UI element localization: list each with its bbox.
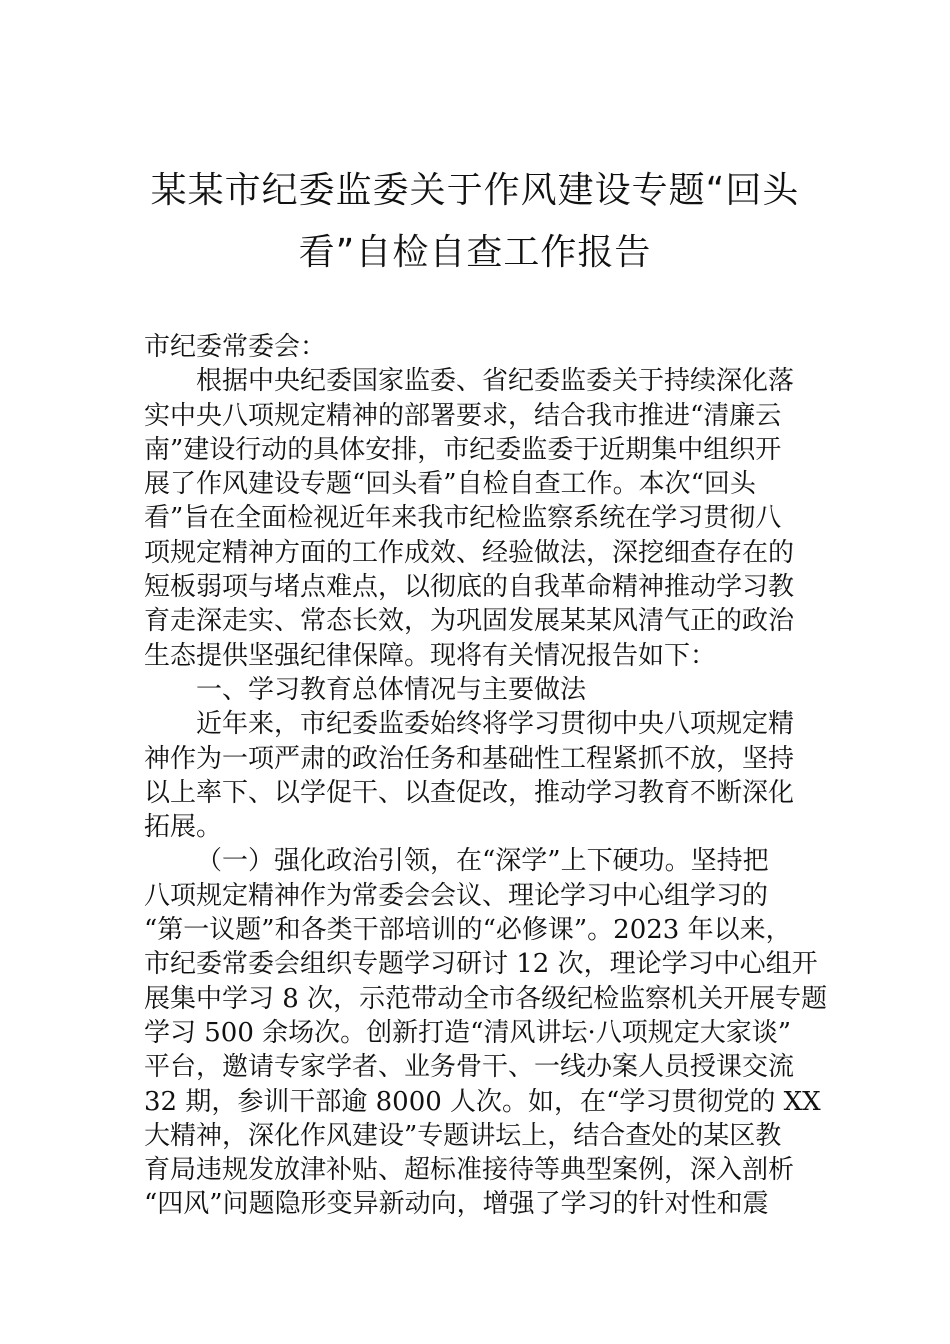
title-line-2: 看”自检自查工作报告 bbox=[298, 232, 652, 273]
title-line-1: 某某市纪委监委关于作风建设专题“回头 bbox=[150, 170, 800, 211]
paragraph-line: 看”旨在全面检视近年来我市纪检监察系统在学习贯彻八 bbox=[144, 503, 782, 534]
paragraph-line: 项规定精神方面的工作成效、经验做法，深挖细查存在的 bbox=[144, 537, 795, 568]
salutation: 市纪委常委会： bbox=[144, 332, 327, 362]
report-title bbox=[130, 160, 820, 284]
paragraph-line: 育走深走实、常态长效，为巩固发展某某风清气正的政治 bbox=[144, 606, 795, 637]
paragraph-line: 平台，邀请专家学者、业务骨干、一线办案人员授课交流 bbox=[144, 1052, 795, 1083]
paragraph-line: 南”建设行动的具体安排，市纪委监委于近期集中组织开 bbox=[144, 434, 782, 465]
paragraph-line: “四风”问题隐形变异新动向，增强了学习的针对性和震 bbox=[144, 1189, 769, 1220]
paragraph-line: 32 期，参训干部逾 8000 人次。如，在“学习贯彻党的 XX bbox=[144, 1086, 821, 1117]
paragraph-line: 育局违规发放津补贴、超标准接待等典型案例，深入剖析 bbox=[144, 1155, 795, 1186]
report-body bbox=[144, 330, 828, 1222]
paragraph-line: 短板弱项与堵点难点，以彻底的自我革命精神推动学习教 bbox=[144, 572, 795, 603]
paragraph-line: 市纪委常委会组织专题学习研讨 12 次，理论学习中心组开 bbox=[144, 949, 818, 980]
paragraph-line: 八项规定精神作为常委会会议、理论学习中心组学习的 bbox=[144, 880, 769, 911]
subsection-1-paragraph bbox=[144, 844, 828, 1221]
paragraph-line: 生态提供坚强纪律保障。现将有关情况报告如下： bbox=[144, 640, 717, 671]
paragraph-line: 神作为一项严肃的政治任务和基础性工程紧抓不放，坚持 bbox=[144, 743, 795, 774]
paragraph-line: 近年来，市纪委监委始终将学习贯彻中央八项规定精 bbox=[196, 709, 795, 740]
paragraph-line: 展了作风建设专题“回头看”自检自查工作。本次“回头 bbox=[144, 469, 756, 500]
paragraph-line: 展集中学习 8 次，示范带动全市各级纪检监察机关开展专题 bbox=[144, 983, 828, 1014]
paragraph-line: 拓展。 bbox=[144, 812, 223, 843]
section-1-intro-paragraph bbox=[144, 707, 814, 844]
section-heading-1: 一、学习教育总体情况与主要做法 bbox=[196, 674, 587, 705]
paragraph-line: 实中央八项规定精神的部署要求，结合我市推进“清廉云 bbox=[144, 400, 782, 431]
paragraph-line: （一）强化政治引领，在“深学”上下硬功。坚持把 bbox=[196, 846, 769, 877]
paragraph-line: 以上率下、以学促干、以查促改，推动学习教育不断深化 bbox=[144, 777, 795, 808]
paragraph-line: 大精神，深化作风建设”专题讲坛上，结合查处的某区教 bbox=[144, 1120, 782, 1151]
paragraph-line: 学习 500 余场次。创新打造“清风讲坛·八项规定大家谈” bbox=[144, 1017, 792, 1048]
paragraph-line: “第一议题”和各类干部培训的“必修课”。2023 年以来， bbox=[144, 915, 792, 946]
intro-paragraph bbox=[144, 364, 814, 673]
paragraph-line: 根据中央纪委国家监委、省纪委监委关于持续深化落 bbox=[196, 366, 795, 397]
